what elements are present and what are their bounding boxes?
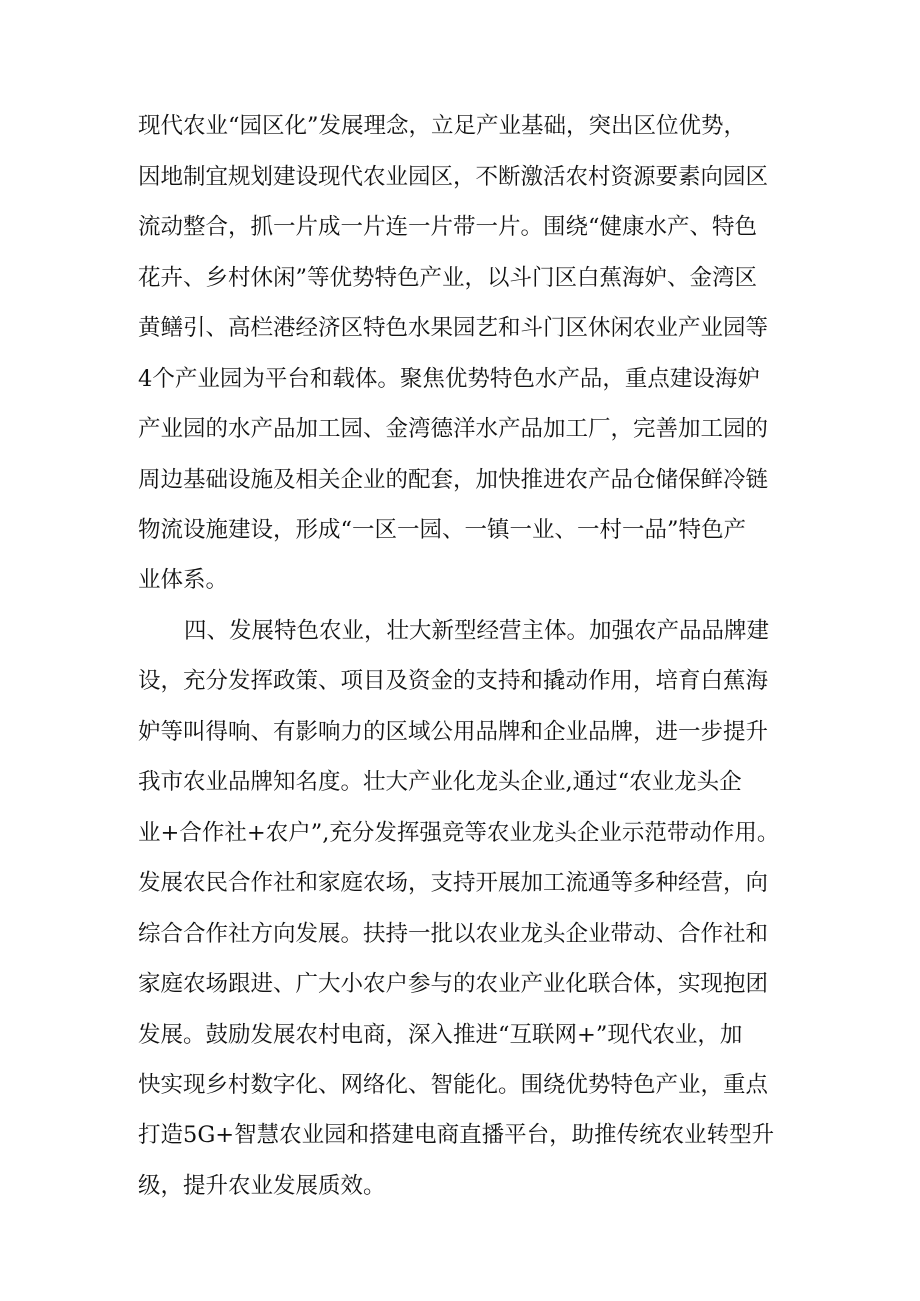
paragraph-1-line-8: 周边基础设施及相关企业的配套，加快推进农产品仓储保鲜冷链: [138, 467, 769, 493]
paragraph-1-line-3: 流动整合，抓一片成一片连一片带一片。围绕“健康水产、特色: [138, 214, 758, 240]
paragraph-1-line-6: 4个产业园为平台和载体。聚焦优势特色水产品，重点建设海妒: [138, 366, 760, 392]
paragraph-2-line-12: 级，提升农业发展质效。: [138, 1173, 386, 1199]
paragraph-2-line-9: 发展。鼓励发展农村电商，深入推进“互联网+”现代农业，加: [138, 1022, 743, 1048]
paragraph-2-line-8: 家庭农场跟进、广大小农户参与的农业产业化联合体，实现抱团: [138, 971, 769, 997]
paragraph-1-line-7: 产业园的水产品加工园、金湾德洋水产品加工厂，完善加工园的: [138, 416, 769, 442]
paragraph-2-line-11: 打造5G+智慧农业园和搭建电商直播平台，助推传统农业转型升: [138, 1122, 775, 1148]
paragraph-1-line-1: 现代农业“园区化”发展理念，立足产业基础，突出区位优势，: [138, 113, 747, 139]
paragraph-2-line-1: 四、发展特色农业，壮大新型经营主体。加强农产品品牌建: [184, 618, 770, 644]
paragraph-2-line-6: 发展农民合作社和家庭农场，支持开展加工流通等多种经营，向: [138, 870, 769, 896]
paragraph-1-line-4: 花卉、乡村休闲”等优势特色产业，以斗门区白蕉海妒、金湾区: [138, 265, 758, 291]
paragraph-2-line-10: 快实现乡村数字化、网络化、智能化。围绕优势特色产业，重点: [138, 1072, 769, 1098]
paragraph-1-line-10: 业体系。: [138, 567, 229, 593]
paragraph-1-line-2: 因地制宜规划建设现代农业园区，不断激活农村资源要素向园区: [138, 164, 769, 190]
paragraph-2-line-4: 我市农业品牌知名度。壮大产业化龙头企业,通过“农业龙头企: [138, 769, 742, 795]
paragraph-2-line-5: 业+合作社+农户”,充分发挥强竞等农业龙头企业示范带动作用。: [138, 820, 780, 846]
paragraph-2-line-3: 妒等叫得响、有影响力的区域公用品牌和企业品牌，进一步提升: [138, 719, 769, 745]
paragraph-2-line-2: 设，充分发挥政策、项目及资金的支持和撬动作用，培育白蕉海: [138, 668, 769, 694]
paragraph-2-line-7: 综合合作社方向发展。扶持一批以农业龙头企业带动、合作社和: [138, 921, 769, 947]
paragraph-1-line-9: 物流设施建设，形成“一区一园、一镇一业、一村一品”特色产: [138, 517, 747, 543]
paragraph-1-line-5: 黄鳝引、高栏港经济区特色水果园艺和斗门区休闲农业产业园等: [138, 315, 769, 341]
